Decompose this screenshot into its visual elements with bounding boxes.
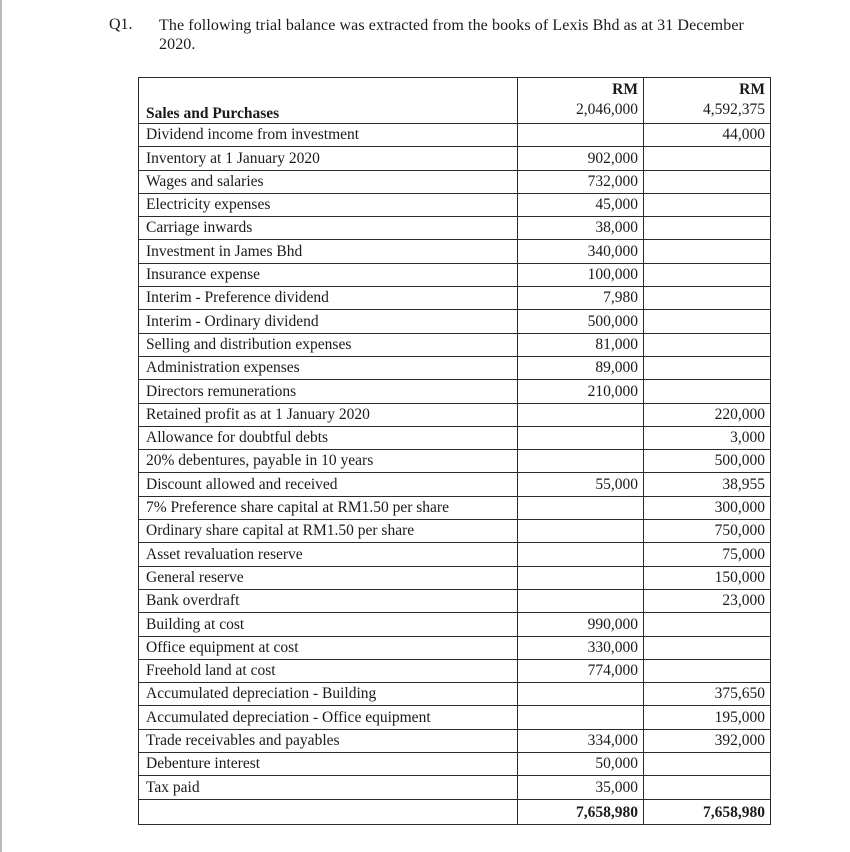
table-cell-debit: [518, 543, 644, 566]
table-row: [139, 566, 771, 589]
table-cell-description: 7% Preference share capital at RM1.50 per share: [139, 496, 518, 519]
table-cell-credit: 75,000: [644, 543, 771, 566]
table-cell-description: Building at cost: [139, 613, 518, 636]
table-cell-debit: 210,000: [518, 380, 644, 403]
table-cell-description: Accumulated depreciation - Office equipment: [139, 706, 518, 729]
table-cell-credit: [644, 380, 771, 403]
table-cell-debit: 55,000: [518, 473, 644, 496]
question-text: The following trial balance was extracted from the books of Lexis Bhd as at 31 December 2020.: [159, 17, 744, 53]
table-cell-description: General reserve: [139, 566, 518, 589]
table-cell-credit: [644, 333, 771, 356]
table-cell-description: Electricity expenses: [139, 193, 518, 216]
table-cell-credit: [644, 310, 771, 333]
table-row: [139, 543, 771, 566]
table-cell-description: Interim - Ordinary dividend: [139, 310, 518, 333]
table-row: [139, 683, 771, 706]
page-left-border: [0, 0, 2, 852]
table-row: [139, 659, 771, 682]
table-row: [139, 706, 771, 729]
table-cell-description: Freehold land at cost: [139, 659, 518, 682]
table-row: [139, 520, 771, 543]
table-row: [139, 240, 771, 263]
trial-balance-body: [139, 78, 771, 825]
table-cell-debit: 334,000: [518, 729, 644, 752]
table-cell-description: Discount allowed and received: [139, 473, 518, 496]
table-cell-debit: 45,000: [518, 193, 644, 216]
table-cell-debit: [518, 124, 644, 147]
table-cell-credit: [644, 147, 771, 170]
table-cell-description: Sales and Purchases: [139, 78, 518, 124]
total-credit: 7,658,980: [644, 799, 771, 824]
table-row: [139, 776, 771, 799]
table-cell-debit: 7,980: [518, 287, 644, 310]
table-row: [139, 263, 771, 286]
table-cell-description: Accumulated depreciation - Building: [139, 683, 518, 706]
table-cell-debit: [518, 426, 644, 449]
table-cell-debit: [518, 520, 644, 543]
table-cell-description: Tax paid: [139, 776, 518, 799]
header-credit-cell: [644, 78, 771, 124]
table-cell-debit: [518, 683, 644, 706]
table-cell-credit: 750,000: [644, 520, 771, 543]
table-cell-description: Dividend income from investment: [139, 124, 518, 147]
table-cell-description: Wages and salaries: [139, 170, 518, 193]
table-cell-description: Directors remunerations: [139, 380, 518, 403]
table-cell-debit: 340,000: [518, 240, 644, 263]
table-cell-description: Bank overdraft: [139, 589, 518, 612]
table-cell-description: Investment in James Bhd: [139, 240, 518, 263]
table-row: [139, 380, 771, 403]
table-row: [139, 426, 771, 449]
table-row: [139, 403, 771, 426]
table-cell-description: Trade receivables and payables: [139, 729, 518, 752]
table-row: [139, 636, 771, 659]
table-cell-debit: 100,000: [518, 263, 644, 286]
table-cell-credit: [644, 263, 771, 286]
table-cell-credit: [644, 240, 771, 263]
table-cell-debit: 774,000: [518, 659, 644, 682]
table-row: [139, 147, 771, 170]
question-number: Q1.: [109, 16, 133, 33]
table-cell-debit: 38,000: [518, 217, 644, 240]
table-cell-debit: [518, 403, 644, 426]
table-cell-credit: [644, 636, 771, 659]
table-cell-debit: 89,000: [518, 356, 644, 379]
table-cell-credit: [644, 170, 771, 193]
table-cell-credit: [644, 753, 771, 776]
totals-row: [139, 799, 771, 824]
table-cell-credit: [644, 193, 771, 216]
table-cell-debit: 732,000: [518, 170, 644, 193]
header-debit-cell: [518, 78, 644, 124]
totals-desc-cell: [139, 799, 518, 824]
table-cell-debit: [518, 706, 644, 729]
table-row: [139, 193, 771, 216]
table-cell-debit: [518, 589, 644, 612]
table-cell-description: Asset revaluation reserve: [139, 543, 518, 566]
table-cell-debit: 35,000: [518, 776, 644, 799]
table-cell-credit: 300,000: [644, 496, 771, 519]
table-cell-credit: [644, 217, 771, 240]
table-row: [139, 729, 771, 752]
table-row: [139, 124, 771, 147]
table-cell-debit: 500,000: [518, 310, 644, 333]
table-cell-description: Administration expenses: [139, 356, 518, 379]
table-cell-description: Office equipment at cost: [139, 636, 518, 659]
table-cell-credit: [644, 356, 771, 379]
table-cell-description: Inventory at 1 January 2020: [139, 147, 518, 170]
table-row: [139, 613, 771, 636]
table-row: [139, 333, 771, 356]
table-cell-debit: 81,000: [518, 333, 644, 356]
debit-column-label: RM: [612, 81, 638, 98]
table-cell-description: Carriage inwards: [139, 217, 518, 240]
table-row: [139, 496, 771, 519]
table-header-row: [139, 78, 771, 124]
table-row: [139, 217, 771, 240]
trial-balance-table: [138, 77, 771, 825]
credit-column-label: RM: [739, 81, 765, 98]
table-cell-credit: 3,000: [644, 426, 771, 449]
table-cell-debit: 990,000: [518, 613, 644, 636]
table-cell-debit: [518, 450, 644, 473]
table-cell-credit: 375,650: [644, 683, 771, 706]
table-cell-description: Insurance expense: [139, 263, 518, 286]
table-cell-credit: [644, 613, 771, 636]
table-cell-description: Retained profit as at 1 January 2020: [139, 403, 518, 426]
table-cell-debit: [518, 566, 644, 589]
table-cell-description: Debenture interest: [139, 753, 518, 776]
table-cell-debit: 330,000: [518, 636, 644, 659]
table-row: [139, 473, 771, 496]
table-row: [139, 589, 771, 612]
total-debit: 7,658,980: [518, 799, 644, 824]
table-cell-description: Selling and distribution expenses: [139, 333, 518, 356]
table-row: [139, 356, 771, 379]
table-cell-credit: 38,955: [644, 473, 771, 496]
table-row: [139, 753, 771, 776]
table-cell-credit: 500,000: [644, 450, 771, 473]
table-cell-credit: 220,000: [644, 403, 771, 426]
table-cell-description: Ordinary share capital at RM1.50 per share: [139, 520, 518, 543]
table-cell-debit: [518, 496, 644, 519]
table-cell-debit: 2,046,000: [576, 101, 638, 118]
table-cell-credit: 392,000: [644, 729, 771, 752]
table-cell-description: Interim - Preference dividend: [139, 287, 518, 310]
table-cell-credit: [644, 659, 771, 682]
table-cell-credit: 23,000: [644, 589, 771, 612]
table-cell-debit: 902,000: [518, 147, 644, 170]
table-cell-credit: 150,000: [644, 566, 771, 589]
table-cell-credit: [644, 287, 771, 310]
table-row: [139, 450, 771, 473]
table-cell-description: 20% debentures, payable in 10 years: [139, 450, 518, 473]
table-cell-description: Allowance for doubtful debts: [139, 426, 518, 449]
table-row: [139, 287, 771, 310]
table-cell-credit: [644, 776, 771, 799]
table-cell-debit: 50,000: [518, 753, 644, 776]
table-row: [139, 310, 771, 333]
table-cell-credit: 195,000: [644, 706, 771, 729]
table-cell-credit: 4,592,375: [703, 101, 765, 118]
table-cell-credit: 44,000: [644, 124, 771, 147]
table-row: [139, 170, 771, 193]
